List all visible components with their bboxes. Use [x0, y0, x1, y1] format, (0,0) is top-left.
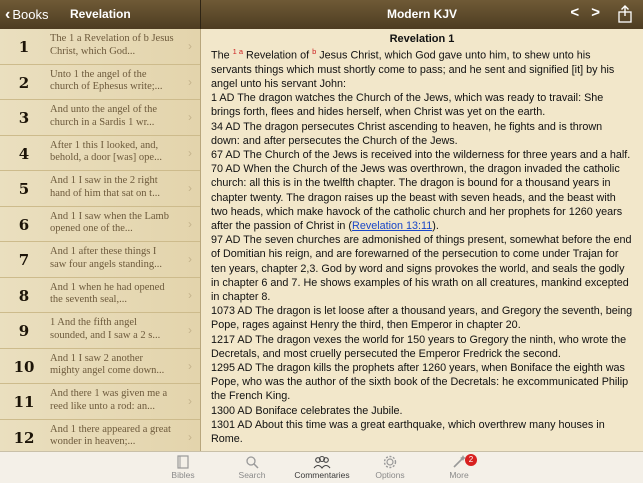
chapter-number: 5: [18, 180, 30, 198]
commentary-paragraph: 1 AD The dragon watches the Church of the Jews, which was ready to travail: She brings forth, flees and hides herself, when Christ was yet on the earth.: [211, 92, 604, 119]
chapter-row[interactable]: [0, 65, 200, 101]
tab-commentaries[interactable]: [287, 452, 357, 483]
chapter-number: 12: [13, 428, 35, 447]
footnote-marker[interactable]: b: [312, 47, 317, 56]
version-title: Modern KJV: [386, 7, 457, 21]
tab-search[interactable]: [217, 452, 287, 483]
chapter-preview: After 1 this I looked, and, behold, a door [was] ope...: [50, 139, 162, 163]
back-label: Books: [12, 7, 49, 22]
left-header-bar: [0, 0, 201, 29]
chapter-number: 4: [18, 144, 30, 163]
chapter-text: [201, 45, 643, 446]
chapter-number: 8: [18, 286, 30, 305]
chapter-row[interactable]: [0, 349, 200, 385]
commentary-paragraph: 1301 AD About this time was a great earthquake, which overthrew many houses in Rome.: [211, 418, 605, 446]
chapter-preview: And 1 there appeared a great wonder in heaven;...: [50, 423, 171, 447]
chapter-number: 3: [18, 109, 30, 127]
chapter-preview: And unto the angel of the church in a Sardis 1 wr...: [50, 104, 158, 128]
chapter-row[interactable]: [0, 384, 200, 420]
chapter-nav-arrows[interactable]: < >: [570, 4, 604, 21]
chapter-number: 7: [18, 251, 30, 269]
commentary-paragraph: 1217 AD The dragon vexes the world for 150 years to Gregory the ninth, who wrote the Decretals, and most cruelly persecuted the Emperor Fredrick the second.: [211, 333, 627, 360]
chevron-right-icon: ›: [188, 394, 192, 408]
chapter-preview: The 1 a Revelation of b Jesus Christ, which God...: [50, 33, 174, 57]
chapter-list: [0, 29, 201, 451]
notification-badge: 2: [465, 454, 477, 466]
verse-1: The $^{1 a}$ Revelation of $^b$ Jesus Christ, which God gave unto him, to shew unto his servants things which must shortly come to pass; and he sent and signified [it] by his angel unto his servant John:: [211, 47, 615, 90]
tab-more[interactable]: [424, 452, 494, 483]
chapter-row[interactable]: [0, 100, 200, 136]
tab-label: Options: [375, 470, 405, 480]
tab-options[interactable]: [355, 452, 425, 483]
wand-icon: [452, 455, 466, 469]
commentary-paragraph: 67 AD The Church of the Jews is received into the wilderness for three years and a half.: [211, 149, 631, 162]
chapter-preview: And there 1 was given me a reed like unto a rod: an...: [50, 388, 168, 412]
chapter-row[interactable]: [0, 313, 200, 349]
book-title: Revelation: [70, 7, 131, 21]
commentary-paragraph: 34 AD The dragon persecutes Christ ascending to heaven, he fights and is thrown down: and after persecutes the Church of the Jews.: [211, 120, 603, 147]
chevron-right-icon: ›: [188, 252, 192, 266]
tab-label: Commentaries: [294, 470, 350, 480]
chapter-row[interactable]: [0, 242, 200, 278]
search-icon: [245, 455, 259, 469]
chevron-right-icon: ›: [188, 110, 192, 124]
chevron-right-icon: ›: [188, 429, 192, 444]
commentary-paragraph: 1300 AD Boniface celebrates the Jubile.: [211, 404, 403, 417]
people-icon: [313, 455, 331, 469]
chapter-preview: And 1 I saw 2 another mighty angel come down...: [50, 352, 165, 376]
chevron-right-icon: ›: [188, 181, 192, 195]
chevron-right-icon: ›: [188, 323, 192, 337]
chapter-heading: Revelation 1: [389, 33, 455, 45]
chapter-preview: And 1 after these things I saw four angels standing...: [50, 246, 162, 270]
tab-label: Bibles: [171, 470, 195, 480]
share-icon[interactable]: [617, 5, 633, 23]
tab-bibles[interactable]: [148, 452, 218, 483]
chapter-preview: 1 And the fifth angel sounded, and I saw a 2 s...: [50, 317, 161, 341]
right-header-bar: [201, 0, 643, 29]
book-icon: [176, 455, 190, 469]
tab-label: More: [449, 470, 469, 480]
chapter-number: 1: [18, 38, 30, 56]
bottom-tab-bar: [0, 451, 643, 483]
chapter-number: 11: [13, 393, 35, 411]
chapter-row[interactable]: [0, 171, 200, 207]
chapter-row[interactable]: [0, 207, 200, 243]
chapter-preview: Unto 1 the angel of the church of Ephesus write;...: [50, 68, 163, 92]
chapter-number: 9: [18, 322, 30, 340]
reader-pane: [201, 29, 643, 451]
chevron-right-icon: ›: [188, 145, 192, 160]
chevron-right-icon: ›: [188, 39, 192, 53]
tab-label: Search: [238, 470, 266, 480]
chevron-right-icon: ›: [188, 358, 192, 373]
back-books-button[interactable]: [5, 6, 48, 24]
commentary-paragraph: 70 AD When the Church of the Jews was overthrown, the dragon invaded the catholic church: all this is in the twelfth chapter. The dragon is bound for a thousand years in chapter twenty. The dragon raises up the beast with seven heads, and the beast with two heads, which make havock of the catholic church and her prophets for 1260 years after the passion of Christ in (Revelation 13:11).: [211, 163, 623, 233]
chapter-row[interactable]: [0, 278, 200, 314]
chapter-row[interactable]: [0, 136, 200, 172]
chevron-right-icon: ›: [188, 216, 192, 231]
chapter-preview: And 1 when he had opened the seventh seal,...: [50, 281, 165, 305]
chevron-left-icon: ‹: [5, 6, 11, 23]
chevron-right-icon: ›: [188, 287, 192, 302]
gear-icon: [383, 455, 397, 469]
chapter-number: 10: [13, 357, 35, 376]
chapter-preview: And 1 I saw in the 2 right hand of him that sat on t...: [50, 175, 160, 199]
chapter-row[interactable]: [0, 29, 200, 65]
chapter-number: 2: [18, 73, 30, 92]
chapter-row[interactable]: [0, 420, 200, 452]
cross-reference-link[interactable]: Revelation 13:11: [352, 220, 433, 233]
commentary-paragraph: 97 AD The seven churches are admonished of things present, somewhat before the end of Domitian his reign, and are forewarned of the persecution to come under Trajan for ten years, chapter 2,3. God by word and signs provokes the world, and seals the godly in chapter 6 and 7. He shows examples of his wrath on all creatures, mankind excepted in chapter 8.: [211, 234, 632, 304]
footnote-marker[interactable]: 1 a: [232, 47, 244, 56]
chapter-number: 6: [18, 215, 30, 234]
chapter-preview: And 1 I saw when the Lamb opened one of the...: [50, 210, 169, 234]
commentary-paragraph: 1073 AD The dragon is let loose after a thousand years, and Gregory the seventh, being Pope, rages against Henry the third, then Emperor in chapter 20.: [211, 305, 633, 332]
chevron-right-icon: ›: [188, 74, 192, 89]
commentary-paragraph: 1295 AD The dragon kills the prophets after 1260 years, when Boniface the eighth was Pope, who was the author of the sixth book of the Decretals: he excommunicated Philip the French King.: [211, 362, 629, 403]
